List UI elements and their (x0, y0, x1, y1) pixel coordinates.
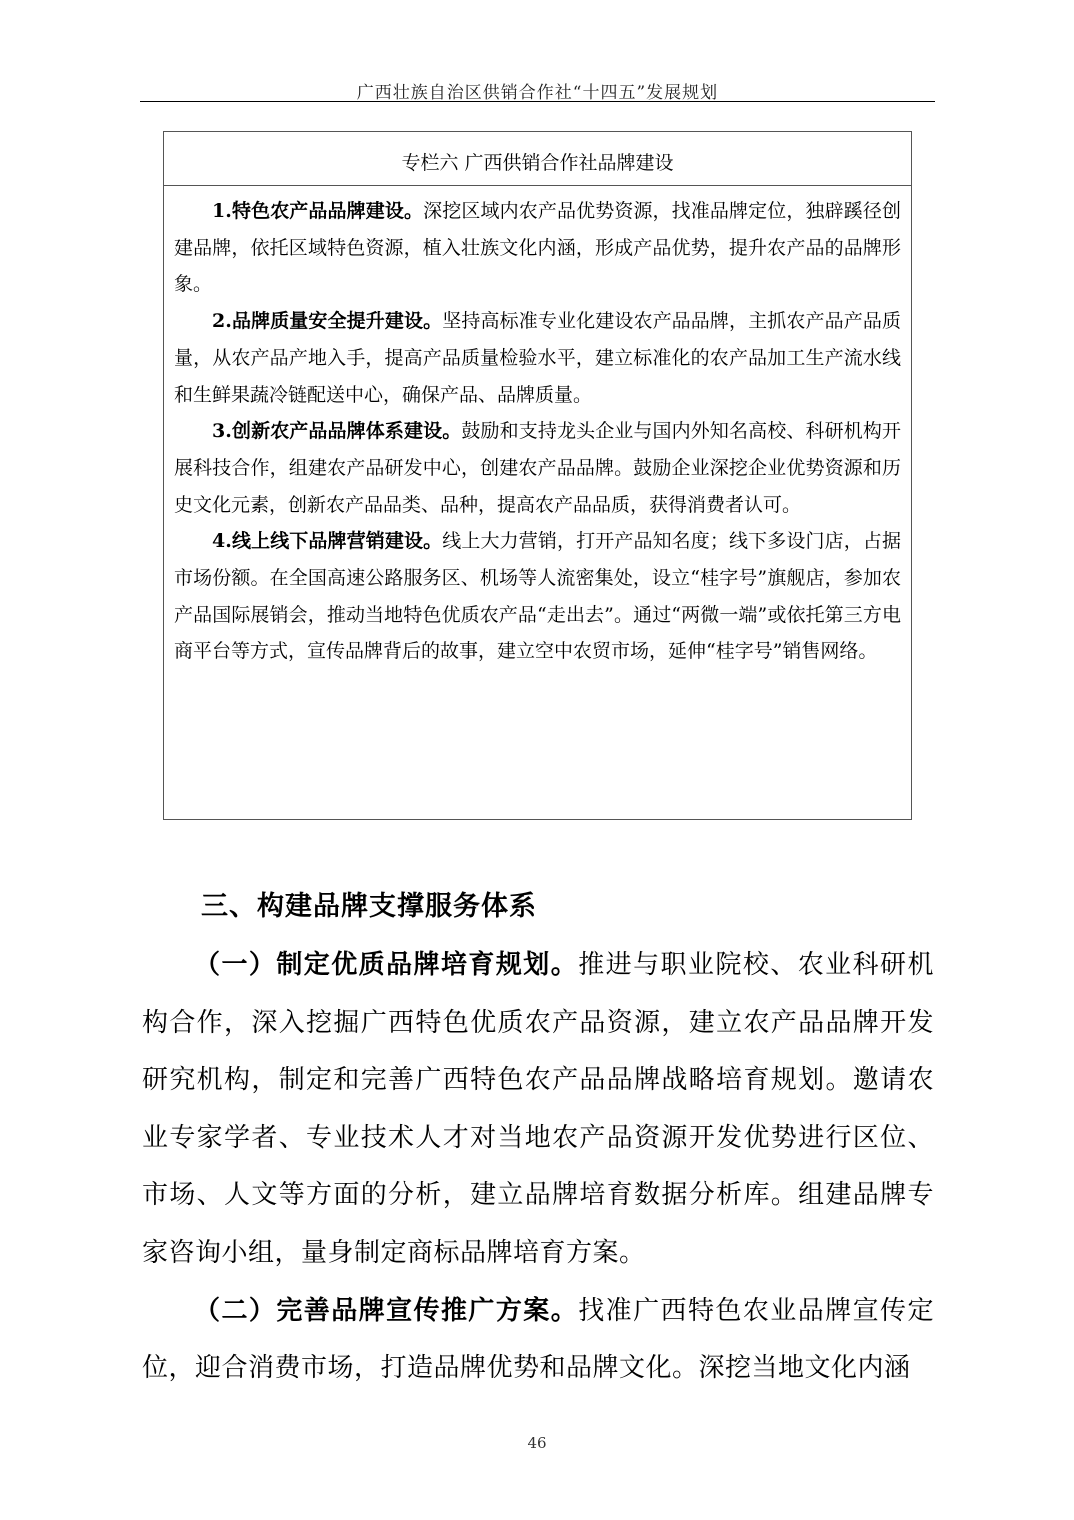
box-item-text: 线上大力营销，打开产品知名度；线下多设门店，占据市场份额。在全国高速公路服务区、机场等人流密集处，设立“桂字号”旗舰店，参加农产品国际展销会，推动当地特色优质农产品“走出去”。通过“两微一端”或依托第三方电商平台等方式，宣传品牌背后的故事，建立空中农贸市场，延伸“桂字号”销售网络。 (174, 530, 901, 663)
header-rule (140, 101, 935, 102)
main-text (142, 937, 934, 1398)
feature-box (163, 131, 912, 820)
box-item-lead: 4.线上线下品牌营销建设。 (212, 530, 443, 553)
box-item-lead: 3.创新农产品品牌体系建设。 (212, 420, 462, 443)
paragraph-lead: （二）完善品牌宣传推广方案。 (194, 1295, 579, 1326)
box-item (174, 303, 901, 413)
page-number: 46 (527, 1434, 547, 1452)
box-item-lead: 2.品牌质量安全提升建设。 (212, 310, 443, 333)
section-heading: 三、构建品牌支撑服务体系 (201, 891, 537, 922)
box-item (174, 413, 901, 523)
box-item-lead: 1.特色农产品品牌建设。 (212, 200, 424, 222)
box-item (174, 193, 901, 303)
box-item (174, 523, 901, 670)
box-item-text: 鼓励和支持龙头企业与国内外知名高校、科研机构开展科技合作，组建农产品研发中心，创建农产品品牌。鼓励企业深挖企业优势资源和历史文化元素，创新农产品品类、品种，提高农产品品质，获得消费者认可。 (174, 420, 901, 516)
paragraph-lead: （一）制定优质品牌培育规划。 (194, 950, 579, 980)
body-paragraph (142, 937, 934, 1283)
feature-box-body (164, 186, 911, 670)
paragraph-text: 找准广西特色农业品牌宣传定位，迎合消费市场，打造品牌优势和品牌文化。深挖当地文化内涵 (142, 1295, 934, 1384)
feature-box-title: 专栏六 广西供销合作社品牌建设 (164, 132, 911, 186)
box-item-text: 深挖区域内农产品优势资源，找准品牌定位，独辟蹊径创建品牌，依托区域特色资源，植入壮族文化内涵，形成产品优势，提升农产品的品牌形象。 (174, 200, 901, 296)
body-paragraph (142, 1283, 934, 1398)
box-item-text: 坚持高标准专业化建设农产品品牌，主抓农产品产品质量，从农产品产地入手，提高产品质量检验水平，建立标准化的农产品加工生产流水线和生鲜果蔬冷链配送中心，确保产品、品牌质量。 (174, 310, 901, 406)
running-header: 广西壮族自治区供销合作社“十四五”发展规划 (356, 83, 719, 103)
paragraph-text: 推进与职业院校、农业科研机构合作，深入挖掘广西特色优质农产品资源，建立农产品品牌开发研究机构，制定和完善广西特色农产品品牌战略培育规划。邀请农业专家学者、专业技术人才对当地农产品资源开发优势进行区位、市场、人文等方面的分析，建立品牌培育数据分析库。组建品牌专家咨询小组，量身制定商标品牌培育方案。 (142, 950, 934, 1268)
